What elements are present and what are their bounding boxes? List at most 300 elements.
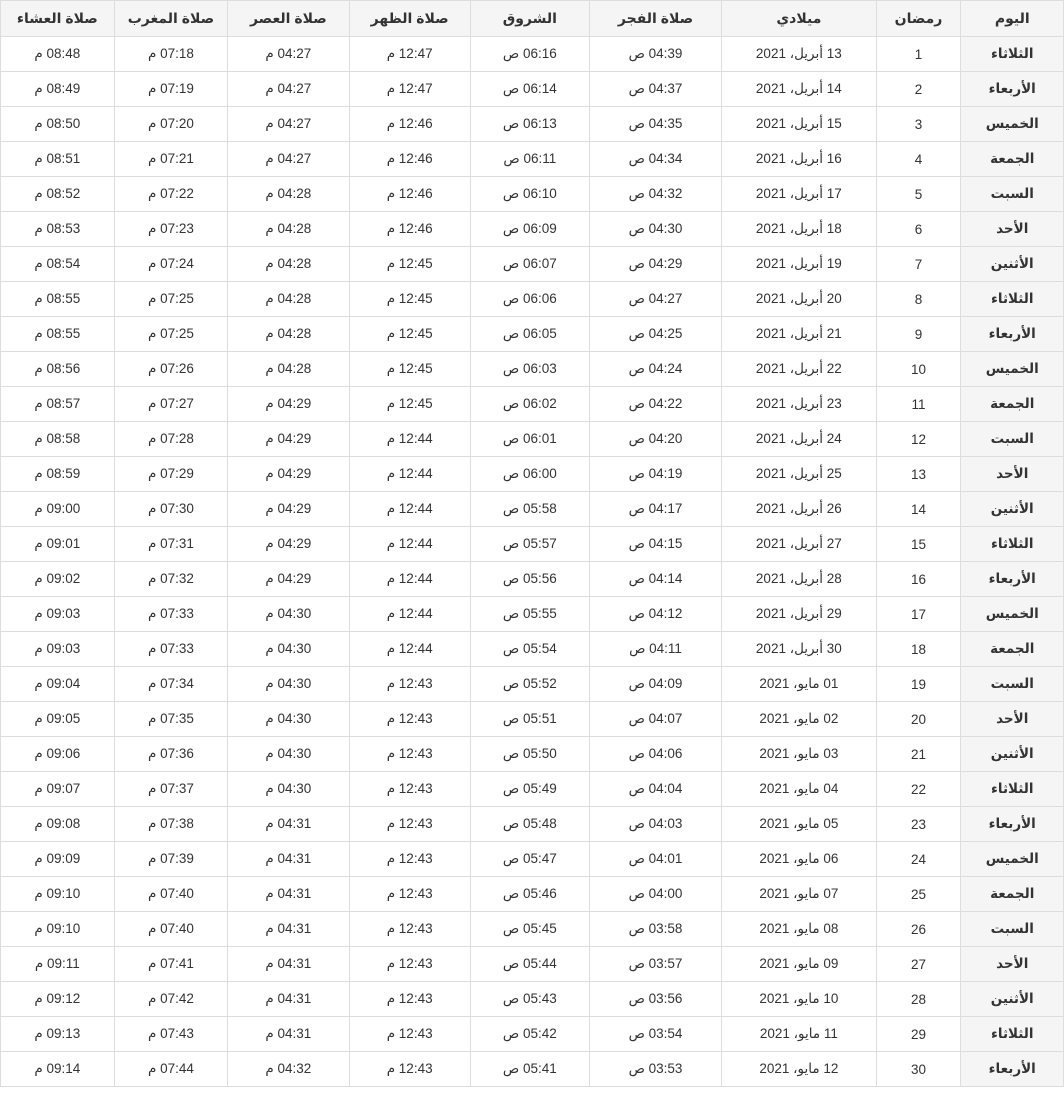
table-row xyxy=(1,877,1064,912)
cell-fajr: 04:04 ص xyxy=(589,772,721,807)
table-body xyxy=(1,37,1064,1087)
cell-day: الثلاثاء xyxy=(961,772,1064,807)
cell-ramadan: 21 xyxy=(876,737,961,772)
cell-gregorian: 29 أبريل، 2021 xyxy=(722,597,876,632)
cell-day: الأحد xyxy=(961,702,1064,737)
table-row xyxy=(1,177,1064,212)
cell-fajr: 04:06 ص xyxy=(589,737,721,772)
cell-fajr: 04:07 ص xyxy=(589,702,721,737)
cell-asr: 04:31 م xyxy=(228,947,349,982)
cell-dhuhr: 12:43 م xyxy=(349,877,470,912)
table-row xyxy=(1,1052,1064,1087)
cell-fajr: 04:09 ص xyxy=(589,667,721,702)
cell-day: الأثنين xyxy=(961,737,1064,772)
cell-isha: 08:54 م xyxy=(1,247,115,282)
column-header-gregorian: ميلادي xyxy=(722,1,876,37)
cell-ramadan: 11 xyxy=(876,387,961,422)
table-row xyxy=(1,282,1064,317)
cell-day: السبت xyxy=(961,912,1064,947)
cell-ramadan: 10 xyxy=(876,352,961,387)
cell-ramadan: 26 xyxy=(876,912,961,947)
cell-dhuhr: 12:43 م xyxy=(349,842,470,877)
cell-shuruq: 06:05 ص xyxy=(470,317,589,352)
table-row xyxy=(1,807,1064,842)
cell-ramadan: 5 xyxy=(876,177,961,212)
cell-ramadan: 17 xyxy=(876,597,961,632)
cell-shuruq: 05:44 ص xyxy=(470,947,589,982)
cell-fajr: 04:00 ص xyxy=(589,877,721,912)
cell-dhuhr: 12:46 م xyxy=(349,177,470,212)
cell-isha: 09:03 م xyxy=(1,597,115,632)
cell-gregorian: 30 أبريل، 2021 xyxy=(722,632,876,667)
cell-isha: 08:56 م xyxy=(1,352,115,387)
cell-maghrib: 07:33 م xyxy=(114,597,228,632)
cell-asr: 04:30 م xyxy=(228,772,349,807)
cell-maghrib: 07:29 م xyxy=(114,457,228,492)
cell-isha: 08:57 م xyxy=(1,387,115,422)
cell-shuruq: 05:49 ص xyxy=(470,772,589,807)
cell-isha: 09:10 م xyxy=(1,877,115,912)
cell-fajr: 04:34 ص xyxy=(589,142,721,177)
cell-maghrib: 07:43 م xyxy=(114,1017,228,1052)
cell-isha: 08:48 م xyxy=(1,37,115,72)
cell-gregorian: 26 أبريل، 2021 xyxy=(722,492,876,527)
cell-fajr: 04:20 ص xyxy=(589,422,721,457)
cell-isha: 08:49 م xyxy=(1,72,115,107)
cell-shuruq: 06:14 ص xyxy=(470,72,589,107)
cell-dhuhr: 12:46 م xyxy=(349,142,470,177)
cell-ramadan: 4 xyxy=(876,142,961,177)
cell-gregorian: 09 مايو، 2021 xyxy=(722,947,876,982)
cell-asr: 04:28 م xyxy=(228,282,349,317)
cell-gregorian: 17 أبريل، 2021 xyxy=(722,177,876,212)
cell-day: الأربعاء xyxy=(961,72,1064,107)
cell-day: الأثنين xyxy=(961,492,1064,527)
cell-maghrib: 07:19 م xyxy=(114,72,228,107)
cell-gregorian: 25 أبريل، 2021 xyxy=(722,457,876,492)
cell-maghrib: 07:31 م xyxy=(114,527,228,562)
cell-shuruq: 06:06 ص xyxy=(470,282,589,317)
cell-isha: 09:10 م xyxy=(1,912,115,947)
cell-ramadan: 14 xyxy=(876,492,961,527)
cell-dhuhr: 12:43 م xyxy=(349,772,470,807)
cell-asr: 04:27 م xyxy=(228,72,349,107)
table-row xyxy=(1,387,1064,422)
column-header-dhuhr: صلاة الظهر xyxy=(349,1,470,37)
cell-shuruq: 06:02 ص xyxy=(470,387,589,422)
cell-gregorian: 01 مايو، 2021 xyxy=(722,667,876,702)
cell-shuruq: 06:03 ص xyxy=(470,352,589,387)
cell-isha: 09:07 م xyxy=(1,772,115,807)
cell-asr: 04:30 م xyxy=(228,737,349,772)
cell-isha: 09:08 م xyxy=(1,807,115,842)
cell-fajr: 04:30 ص xyxy=(589,212,721,247)
column-header-maghrib: صلاة المغرب xyxy=(114,1,228,37)
cell-asr: 04:29 م xyxy=(228,562,349,597)
cell-ramadan: 19 xyxy=(876,667,961,702)
cell-shuruq: 06:00 ص xyxy=(470,457,589,492)
cell-maghrib: 07:35 م xyxy=(114,702,228,737)
cell-shuruq: 06:11 ص xyxy=(470,142,589,177)
cell-ramadan: 3 xyxy=(876,107,961,142)
cell-gregorian: 27 أبريل، 2021 xyxy=(722,527,876,562)
cell-fajr: 04:14 ص xyxy=(589,562,721,597)
cell-maghrib: 07:37 م xyxy=(114,772,228,807)
cell-dhuhr: 12:43 م xyxy=(349,1052,470,1087)
cell-day: الأربعاء xyxy=(961,1052,1064,1087)
cell-ramadan: 13 xyxy=(876,457,961,492)
cell-isha: 09:04 م xyxy=(1,667,115,702)
cell-gregorian: 24 أبريل، 2021 xyxy=(722,422,876,457)
cell-day: الثلاثاء xyxy=(961,1017,1064,1052)
cell-maghrib: 07:34 م xyxy=(114,667,228,702)
cell-ramadan: 12 xyxy=(876,422,961,457)
cell-isha: 09:00 م xyxy=(1,492,115,527)
cell-day: الجمعة xyxy=(961,632,1064,667)
cell-day: الجمعة xyxy=(961,142,1064,177)
table-row xyxy=(1,702,1064,737)
cell-day: الأحد xyxy=(961,457,1064,492)
table-row xyxy=(1,352,1064,387)
cell-ramadan: 27 xyxy=(876,947,961,982)
cell-maghrib: 07:25 م xyxy=(114,317,228,352)
cell-fajr: 04:29 ص xyxy=(589,247,721,282)
cell-fajr: 04:19 ص xyxy=(589,457,721,492)
cell-day: الأحد xyxy=(961,212,1064,247)
cell-gregorian: 02 مايو، 2021 xyxy=(722,702,876,737)
cell-ramadan: 23 xyxy=(876,807,961,842)
cell-day: الخميس xyxy=(961,107,1064,142)
table-row xyxy=(1,737,1064,772)
cell-ramadan: 8 xyxy=(876,282,961,317)
cell-fajr: 03:53 ص xyxy=(589,1052,721,1087)
cell-day: الجمعة xyxy=(961,877,1064,912)
cell-shuruq: 05:48 ص xyxy=(470,807,589,842)
cell-shuruq: 06:07 ص xyxy=(470,247,589,282)
cell-dhuhr: 12:44 م xyxy=(349,597,470,632)
cell-gregorian: 22 أبريل، 2021 xyxy=(722,352,876,387)
cell-isha: 08:55 م xyxy=(1,282,115,317)
cell-isha: 08:52 م xyxy=(1,177,115,212)
cell-isha: 08:59 م xyxy=(1,457,115,492)
cell-ramadan: 18 xyxy=(876,632,961,667)
cell-maghrib: 07:23 م xyxy=(114,212,228,247)
cell-gregorian: 15 أبريل، 2021 xyxy=(722,107,876,142)
cell-asr: 04:30 م xyxy=(228,667,349,702)
cell-asr: 04:28 م xyxy=(228,317,349,352)
table-row xyxy=(1,632,1064,667)
cell-isha: 08:58 م xyxy=(1,422,115,457)
cell-shuruq: 06:16 ص xyxy=(470,37,589,72)
cell-dhuhr: 12:44 م xyxy=(349,457,470,492)
cell-shuruq: 05:56 ص xyxy=(470,562,589,597)
cell-maghrib: 07:22 م xyxy=(114,177,228,212)
cell-ramadan: 7 xyxy=(876,247,961,282)
cell-shuruq: 06:13 ص xyxy=(470,107,589,142)
cell-asr: 04:31 م xyxy=(228,842,349,877)
cell-shuruq: 05:43 ص xyxy=(470,982,589,1017)
cell-gregorian: 19 أبريل، 2021 xyxy=(722,247,876,282)
cell-fajr: 04:35 ص xyxy=(589,107,721,142)
table-row xyxy=(1,247,1064,282)
cell-maghrib: 07:27 م xyxy=(114,387,228,422)
cell-ramadan: 28 xyxy=(876,982,961,1017)
column-header-shuruq: الشروق xyxy=(470,1,589,37)
cell-isha: 09:05 م xyxy=(1,702,115,737)
cell-fajr: 04:15 ص xyxy=(589,527,721,562)
cell-ramadan: 1 xyxy=(876,37,961,72)
cell-asr: 04:29 م xyxy=(228,387,349,422)
cell-shuruq: 05:54 ص xyxy=(470,632,589,667)
table-row xyxy=(1,212,1064,247)
cell-shuruq: 05:46 ص xyxy=(470,877,589,912)
cell-gregorian: 07 مايو، 2021 xyxy=(722,877,876,912)
cell-ramadan: 22 xyxy=(876,772,961,807)
cell-maghrib: 07:21 م xyxy=(114,142,228,177)
cell-dhuhr: 12:44 م xyxy=(349,492,470,527)
cell-maghrib: 07:40 م xyxy=(114,912,228,947)
table-row xyxy=(1,562,1064,597)
cell-gregorian: 14 أبريل، 2021 xyxy=(722,72,876,107)
table-row xyxy=(1,842,1064,877)
cell-dhuhr: 12:44 م xyxy=(349,632,470,667)
cell-maghrib: 07:32 م xyxy=(114,562,228,597)
cell-gregorian: 04 مايو، 2021 xyxy=(722,772,876,807)
cell-day: الثلاثاء xyxy=(961,527,1064,562)
column-header-fajr: صلاة الفجر xyxy=(589,1,721,37)
cell-gregorian: 11 مايو، 2021 xyxy=(722,1017,876,1052)
cell-dhuhr: 12:43 م xyxy=(349,982,470,1017)
cell-maghrib: 07:24 م xyxy=(114,247,228,282)
cell-asr: 04:32 م xyxy=(228,1052,349,1087)
cell-gregorian: 06 مايو، 2021 xyxy=(722,842,876,877)
table-row xyxy=(1,527,1064,562)
cell-maghrib: 07:42 م xyxy=(114,982,228,1017)
cell-fajr: 04:11 ص xyxy=(589,632,721,667)
cell-dhuhr: 12:43 م xyxy=(349,947,470,982)
cell-maghrib: 07:39 م xyxy=(114,842,228,877)
cell-ramadan: 29 xyxy=(876,1017,961,1052)
cell-fajr: 04:03 ص xyxy=(589,807,721,842)
column-header-asr: صلاة العصر xyxy=(228,1,349,37)
cell-asr: 04:27 م xyxy=(228,107,349,142)
cell-isha: 09:03 م xyxy=(1,632,115,667)
cell-isha: 08:50 م xyxy=(1,107,115,142)
cell-day: السبت xyxy=(961,422,1064,457)
table-row xyxy=(1,1017,1064,1052)
cell-fajr: 04:27 ص xyxy=(589,282,721,317)
cell-ramadan: 6 xyxy=(876,212,961,247)
cell-fajr: 04:37 ص xyxy=(589,72,721,107)
cell-asr: 04:29 م xyxy=(228,527,349,562)
cell-day: الأربعاء xyxy=(961,317,1064,352)
cell-shuruq: 06:10 ص xyxy=(470,177,589,212)
cell-ramadan: 20 xyxy=(876,702,961,737)
cell-maghrib: 07:30 م xyxy=(114,492,228,527)
cell-asr: 04:29 م xyxy=(228,492,349,527)
table-row xyxy=(1,492,1064,527)
cell-gregorian: 08 مايو، 2021 xyxy=(722,912,876,947)
cell-dhuhr: 12:43 م xyxy=(349,912,470,947)
cell-isha: 09:02 م xyxy=(1,562,115,597)
cell-shuruq: 05:42 ص xyxy=(470,1017,589,1052)
cell-day: السبت xyxy=(961,667,1064,702)
cell-maghrib: 07:18 م xyxy=(114,37,228,72)
cell-ramadan: 15 xyxy=(876,527,961,562)
cell-shuruq: 06:01 ص xyxy=(470,422,589,457)
table-row xyxy=(1,947,1064,982)
cell-fajr: 03:58 ص xyxy=(589,912,721,947)
cell-dhuhr: 12:43 م xyxy=(349,667,470,702)
cell-isha: 09:14 م xyxy=(1,1052,115,1087)
cell-isha: 08:51 م xyxy=(1,142,115,177)
column-header-ramadan: رمضان xyxy=(876,1,961,37)
cell-gregorian: 16 أبريل، 2021 xyxy=(722,142,876,177)
cell-day: السبت xyxy=(961,177,1064,212)
cell-fajr: 03:54 ص xyxy=(589,1017,721,1052)
cell-maghrib: 07:40 م xyxy=(114,877,228,912)
cell-gregorian: 12 مايو، 2021 xyxy=(722,1052,876,1087)
cell-day: الأربعاء xyxy=(961,562,1064,597)
cell-asr: 04:29 م xyxy=(228,422,349,457)
table-header xyxy=(1,1,1064,37)
cell-isha: 08:53 م xyxy=(1,212,115,247)
cell-gregorian: 05 مايو، 2021 xyxy=(722,807,876,842)
table-row xyxy=(1,912,1064,947)
table-header-row xyxy=(1,1,1064,37)
cell-shuruq: 05:57 ص xyxy=(470,527,589,562)
cell-day: الخميس xyxy=(961,597,1064,632)
cell-shuruq: 05:51 ص xyxy=(470,702,589,737)
cell-asr: 04:27 م xyxy=(228,37,349,72)
cell-isha: 08:55 م xyxy=(1,317,115,352)
cell-asr: 04:28 م xyxy=(228,177,349,212)
cell-isha: 09:13 م xyxy=(1,1017,115,1052)
table-row xyxy=(1,597,1064,632)
cell-fajr: 03:56 ص xyxy=(589,982,721,1017)
cell-fajr: 03:57 ص xyxy=(589,947,721,982)
cell-day: الخميس xyxy=(961,352,1064,387)
cell-dhuhr: 12:45 م xyxy=(349,247,470,282)
cell-dhuhr: 12:45 م xyxy=(349,352,470,387)
cell-day: الأثنين xyxy=(961,247,1064,282)
table-row xyxy=(1,667,1064,702)
cell-dhuhr: 12:43 م xyxy=(349,1017,470,1052)
cell-maghrib: 07:36 م xyxy=(114,737,228,772)
cell-dhuhr: 12:47 م xyxy=(349,72,470,107)
cell-asr: 04:29 م xyxy=(228,457,349,492)
table-row xyxy=(1,982,1064,1017)
cell-dhuhr: 12:43 م xyxy=(349,737,470,772)
cell-dhuhr: 12:43 م xyxy=(349,807,470,842)
cell-maghrib: 07:44 م xyxy=(114,1052,228,1087)
table-row xyxy=(1,772,1064,807)
cell-maghrib: 07:25 م xyxy=(114,282,228,317)
cell-asr: 04:30 م xyxy=(228,632,349,667)
cell-dhuhr: 12:46 م xyxy=(349,107,470,142)
table-row xyxy=(1,107,1064,142)
cell-ramadan: 2 xyxy=(876,72,961,107)
cell-asr: 04:31 م xyxy=(228,912,349,947)
cell-asr: 04:31 م xyxy=(228,982,349,1017)
cell-fajr: 04:24 ص xyxy=(589,352,721,387)
cell-isha: 09:01 م xyxy=(1,527,115,562)
cell-isha: 09:11 م xyxy=(1,947,115,982)
cell-isha: 09:09 م xyxy=(1,842,115,877)
cell-gregorian: 10 مايو، 2021 xyxy=(722,982,876,1017)
cell-fajr: 04:25 ص xyxy=(589,317,721,352)
cell-asr: 04:28 م xyxy=(228,212,349,247)
cell-asr: 04:27 م xyxy=(228,142,349,177)
cell-asr: 04:31 م xyxy=(228,877,349,912)
cell-fajr: 04:32 ص xyxy=(589,177,721,212)
cell-gregorian: 23 أبريل، 2021 xyxy=(722,387,876,422)
table-row xyxy=(1,72,1064,107)
cell-shuruq: 05:47 ص xyxy=(470,842,589,877)
cell-maghrib: 07:26 م xyxy=(114,352,228,387)
cell-asr: 04:28 م xyxy=(228,247,349,282)
cell-maghrib: 07:20 م xyxy=(114,107,228,142)
cell-fajr: 04:17 ص xyxy=(589,492,721,527)
table-row xyxy=(1,37,1064,72)
cell-isha: 09:12 م xyxy=(1,982,115,1017)
cell-fajr: 04:22 ص xyxy=(589,387,721,422)
cell-shuruq: 06:09 ص xyxy=(470,212,589,247)
cell-gregorian: 21 أبريل، 2021 xyxy=(722,317,876,352)
cell-maghrib: 07:38 م xyxy=(114,807,228,842)
cell-dhuhr: 12:44 م xyxy=(349,527,470,562)
cell-maghrib: 07:33 م xyxy=(114,632,228,667)
cell-day: الأربعاء xyxy=(961,807,1064,842)
cell-dhuhr: 12:46 م xyxy=(349,212,470,247)
cell-gregorian: 28 أبريل، 2021 xyxy=(722,562,876,597)
cell-day: الثلاثاء xyxy=(961,37,1064,72)
cell-shuruq: 05:45 ص xyxy=(470,912,589,947)
cell-dhuhr: 12:45 م xyxy=(349,317,470,352)
cell-day: الخميس xyxy=(961,842,1064,877)
cell-day: الجمعة xyxy=(961,387,1064,422)
cell-ramadan: 30 xyxy=(876,1052,961,1087)
cell-ramadan: 25 xyxy=(876,877,961,912)
cell-asr: 04:31 م xyxy=(228,807,349,842)
cell-gregorian: 03 مايو، 2021 xyxy=(722,737,876,772)
cell-day: الثلاثاء xyxy=(961,282,1064,317)
cell-maghrib: 07:41 م xyxy=(114,947,228,982)
cell-dhuhr: 12:45 م xyxy=(349,282,470,317)
cell-shuruq: 05:41 ص xyxy=(470,1052,589,1087)
cell-day: الأحد xyxy=(961,947,1064,982)
cell-day: الأثنين xyxy=(961,982,1064,1017)
cell-asr: 04:30 م xyxy=(228,702,349,737)
cell-gregorian: 13 أبريل، 2021 xyxy=(722,37,876,72)
column-header-isha: صلاة العشاء xyxy=(1,1,115,37)
cell-ramadan: 24 xyxy=(876,842,961,877)
cell-ramadan: 9 xyxy=(876,317,961,352)
cell-shuruq: 05:50 ص xyxy=(470,737,589,772)
cell-gregorian: 18 أبريل، 2021 xyxy=(722,212,876,247)
cell-fajr: 04:01 ص xyxy=(589,842,721,877)
cell-dhuhr: 12:43 م xyxy=(349,702,470,737)
table-row xyxy=(1,317,1064,352)
cell-dhuhr: 12:47 م xyxy=(349,37,470,72)
cell-shuruq: 05:52 ص xyxy=(470,667,589,702)
cell-fajr: 04:39 ص xyxy=(589,37,721,72)
cell-maghrib: 07:28 م xyxy=(114,422,228,457)
cell-ramadan: 16 xyxy=(876,562,961,597)
cell-shuruq: 05:58 ص xyxy=(470,492,589,527)
table-row xyxy=(1,142,1064,177)
cell-asr: 04:28 م xyxy=(228,352,349,387)
